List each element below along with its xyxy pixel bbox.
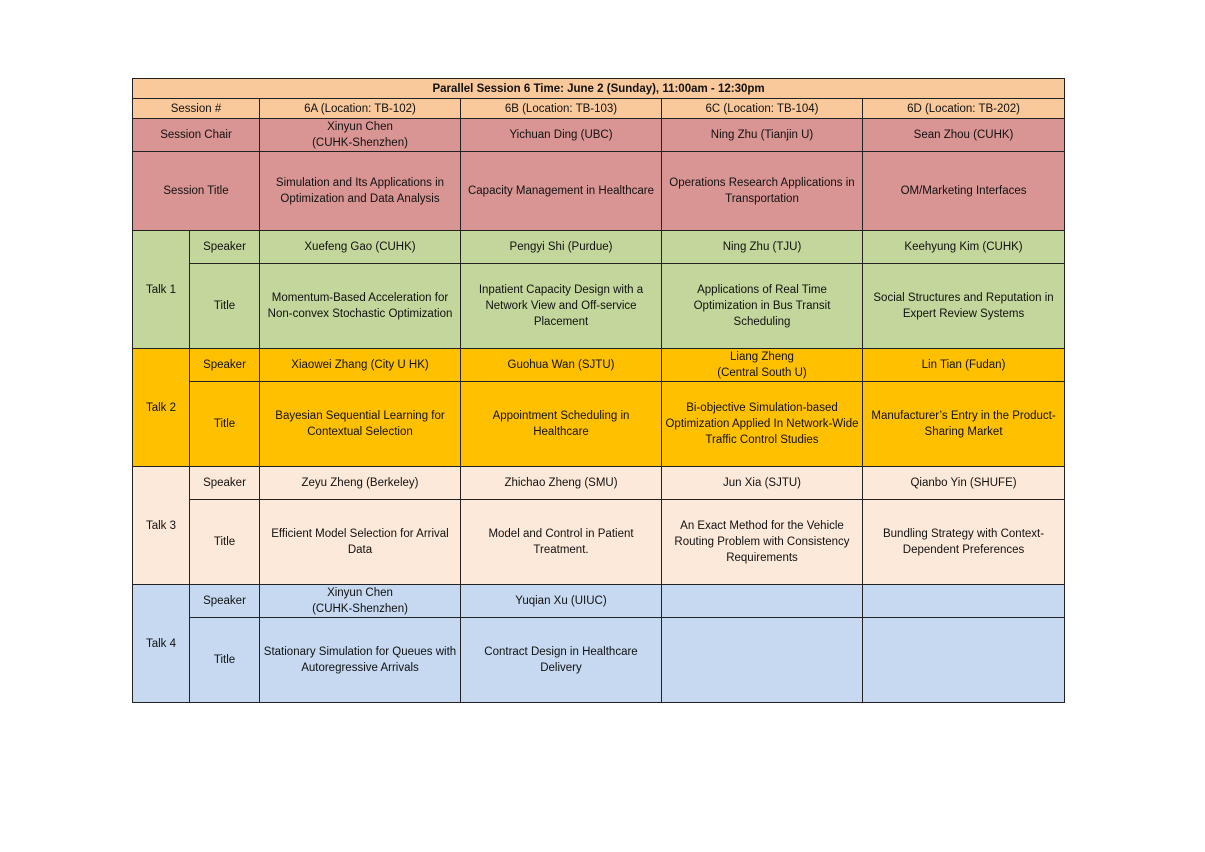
session-6c-header: 6C (Location: TB-104) <box>662 99 863 119</box>
talk-1-title-6c: Applications of Real Time Optimization in Bus Transit Scheduling <box>662 264 863 349</box>
speaker-label: Speaker <box>190 585 260 618</box>
chair-6b: Yichuan Ding (UBC) <box>461 119 662 152</box>
session-title-label: Session Title <box>133 152 260 231</box>
talk-3-speaker-6b: Zhichao Zheng (SMU) <box>461 467 662 500</box>
schedule-table <box>132 78 1065 703</box>
talk-1-speaker-6c: Ning Zhu (TJU) <box>662 231 863 264</box>
session-title-6a: Simulation and Its Applications in Optimization and Data Analysis <box>260 152 461 231</box>
talk-3-title-6b: Model and Control in Patient Treatment. <box>461 500 662 585</box>
title-label: Title <box>190 500 260 585</box>
talk-1-speaker-6a: Xuefeng Gao (CUHK) <box>260 231 461 264</box>
talk-3-title-6c: An Exact Method for the Vehicle Routing Problem with Consistency Requirements <box>662 500 863 585</box>
chair-6c: Ning Zhu (Tianjin U) <box>662 119 863 152</box>
session-chair-label: Session Chair <box>133 119 260 152</box>
talk-1-speaker-6d: Keehyung Kim (CUHK) <box>863 231 1065 264</box>
session-6a-header: 6A (Location: TB-102) <box>260 99 461 119</box>
session-title-6d: OM/Marketing Interfaces <box>863 152 1065 231</box>
talk-2-speaker-6d: Lin Tian (Fudan) <box>863 349 1065 382</box>
talk-3-title-6d: Bundling Strategy with Context-Dependent Preferences <box>863 500 1065 585</box>
talk-2-title-6a: Bayesian Sequential Learning for Contextual Selection <box>260 382 461 467</box>
title-label: Title <box>190 382 260 467</box>
talk-4-speaker-6b: Yuqian Xu (UIUC) <box>461 585 662 618</box>
schedule-title: Parallel Session 6 Time: June 2 (Sunday), 11:00am - 12:30pm <box>133 79 1065 99</box>
talk-2-speaker-6b: Guohua Wan (SJTU) <box>461 349 662 382</box>
talk-1-title-6b: Inpatient Capacity Design with a Network View and Off-service Placement <box>461 264 662 349</box>
talk-3-speaker-6d: Qianbo Yin (SHUFE) <box>863 467 1065 500</box>
talk-4-title-6c <box>662 618 863 703</box>
talk-3-speaker-6c: Jun Xia (SJTU) <box>662 467 863 500</box>
session-6d-header: 6D (Location: TB-202) <box>863 99 1065 119</box>
talk-2-label: Talk 2 <box>133 349 190 467</box>
talk-3-label: Talk 3 <box>133 467 190 585</box>
talk-4-speaker-6d <box>863 585 1065 618</box>
chair-6a: Xinyun Chen (CUHK-Shenzhen) <box>260 119 461 152</box>
talk-2-speaker-6c: Liang Zheng (Central South U) <box>662 349 863 382</box>
talk-4-title-6b: Contract Design in Healthcare Delivery <box>461 618 662 703</box>
talk-1-title-6d: Social Structures and Reputation in Expert Review Systems <box>863 264 1065 349</box>
chair-6d: Sean Zhou (CUHK) <box>863 119 1065 152</box>
title-label: Title <box>190 618 260 703</box>
talk-4-label: Talk 4 <box>133 585 190 703</box>
talk-2-title-6c: Bi-objective Simulation-based Optimization Applied In Network-Wide Traffic Control Studies <box>662 382 863 467</box>
session-6b-header: 6B (Location: TB-103) <box>461 99 662 119</box>
session-title-6c: Operations Research Applications in Transportation <box>662 152 863 231</box>
speaker-label: Speaker <box>190 349 260 382</box>
speaker-label: Speaker <box>190 467 260 500</box>
talk-1-label: Talk 1 <box>133 231 190 349</box>
session-title-6b: Capacity Management in Healthcare <box>461 152 662 231</box>
talk-3-title-6a: Efficient Model Selection for Arrival Data <box>260 500 461 585</box>
speaker-label: Speaker <box>190 231 260 264</box>
title-label: Title <box>190 264 260 349</box>
talk-4-title-6d <box>863 618 1065 703</box>
talk-2-title-6b: Appointment Scheduling in Healthcare <box>461 382 662 467</box>
talk-2-speaker-6a: Xiaowei Zhang (City U HK) <box>260 349 461 382</box>
talk-2-title-6d: Manufacturer’s Entry in the Product-Sharing Market <box>863 382 1065 467</box>
session-number-label: Session # <box>133 99 260 119</box>
talk-4-title-6a: Stationary Simulation for Queues with Autoregressive Arrivals <box>260 618 461 703</box>
talk-1-title-6a: Momentum-Based Acceleration for Non-convex Stochastic Optimization <box>260 264 461 349</box>
talk-1-speaker-6b: Pengyi Shi (Purdue) <box>461 231 662 264</box>
talk-3-speaker-6a: Zeyu Zheng (Berkeley) <box>260 467 461 500</box>
talk-4-speaker-6a: Xinyun Chen (CUHK-Shenzhen) <box>260 585 461 618</box>
talk-4-speaker-6c <box>662 585 863 618</box>
